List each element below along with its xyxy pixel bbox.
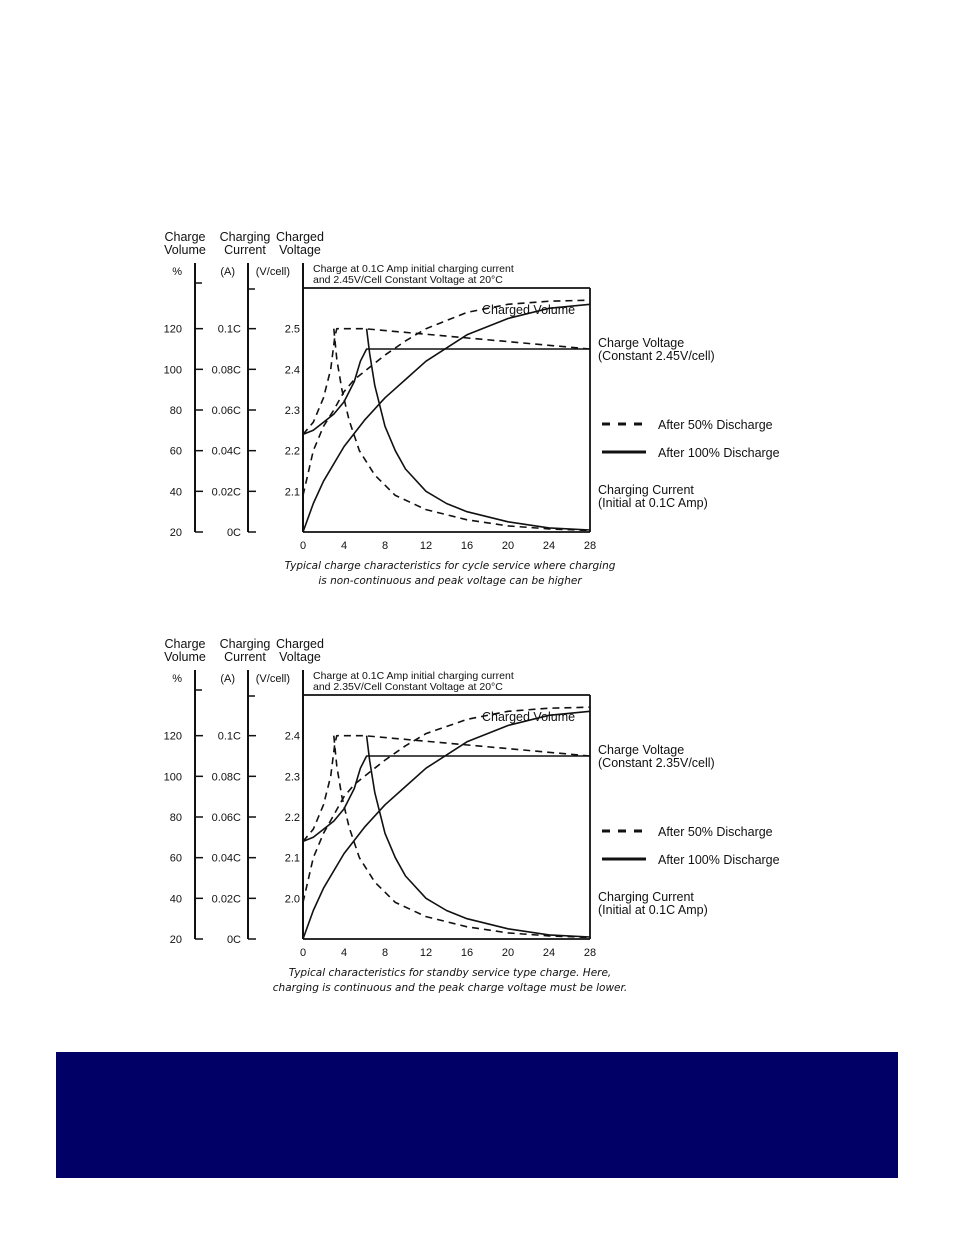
chart-note-line: Charge at 0.1C Amp initial charging current [313,263,514,275]
caption-line: Typical charge characteristics for cycle service where charging [284,560,616,572]
voltage-tick-label: 2.4 [284,364,300,377]
charged-volume-label: Charged Volume [482,710,576,724]
cycle-service-chart-svg [150,205,810,605]
x-tick-label: 8 [381,540,389,552]
x-tick-label: 28 [583,947,597,959]
voltage-tick-label: 2.2 [284,812,300,824]
axis-unit-voltage: (V/cell) [255,266,290,278]
volume-tick-label: 80 [169,812,182,824]
charge-voltage-series-50 [303,329,590,435]
axis-header-volume: Volume [164,243,206,257]
x-tick-label: 20 [501,947,515,959]
charging-current-series-100 [367,736,590,937]
footer-band [56,1052,898,1178]
axis-unit-volume: % [172,673,182,685]
current-tick-label: 0.04C [211,445,241,458]
volume-tick-label: 100 [163,364,182,377]
x-tick-label: 8 [381,947,389,959]
axis-header-volume: Charge [164,230,206,244]
volume-tick-label: 80 [169,405,182,417]
volume-tick-label: 40 [169,893,182,906]
caption-line: Typical characteristics for standby service type charge. Here, [288,967,612,979]
voltage-tick-label: 2.3 [284,405,300,417]
volume-tick-label: 20 [169,527,182,539]
voltage-tick-label: 2.4 [284,730,300,743]
voltage-tick-label: 2.2 [284,445,300,458]
volume-tick-label: 120 [163,323,182,336]
axis-header-volume: Charge [164,637,206,651]
x-tick-label: 24 [542,947,556,959]
axis-header-current: Current [224,650,266,664]
current-tick-label: 0.06C [211,405,241,417]
volume-tick-label: 100 [163,771,182,784]
voltage-tick-label: 2.0 [284,893,300,906]
volume-tick-label: 20 [169,934,182,946]
current-tick-label: 0.1C [217,730,241,743]
x-tick-label: 4 [340,947,348,959]
axis-header-current: Current [224,243,266,257]
charge-voltage-label: Charge Voltage [598,336,685,350]
caption-line: charging is continuous and the peak charge voltage must be lower. [272,982,628,994]
axis-header-current: Charging [219,637,271,651]
legend-label: After 100% Discharge [658,853,780,867]
x-tick-label: 24 [542,540,556,552]
axis-header-voltage: Charged [276,637,324,651]
charging-current-series-50 [334,736,590,938]
voltage-tick-label: 2.5 [284,323,300,336]
voltage-tick-label: 2.1 [284,852,300,865]
axis-header-voltage: Voltage [279,650,321,664]
standby-service-chart [150,612,810,1012]
current-tick-label: 0.04C [211,852,241,865]
volume-tick-label: 40 [169,486,182,499]
x-tick-label: 28 [583,540,597,552]
axis-header-volume: Volume [164,650,206,664]
charged-volume-label: Charged Volume [482,303,576,317]
x-tick-label: 0 [299,540,307,552]
current-tick-label: 0.1C [217,323,241,336]
legend-label: After 50% Discharge [658,418,773,432]
axis-unit-current: (A) [220,266,235,278]
charging-current-label: (Initial at 0.1C Amp) [598,903,708,917]
x-tick-label: 0 [299,947,307,959]
current-tick-label: 0.06C [211,812,241,824]
volume-tick-label: 120 [163,730,182,743]
axis-header-voltage: Voltage [279,243,321,257]
cycle-service-caption [250,559,650,589]
volume-tick-label: 60 [169,445,182,458]
chart-note-line: and 2.45V/Cell Constant Voltage at 20°C [313,274,503,286]
caption-line: is non-continuous and peak voltage can be higher [318,575,582,587]
current-tick-label: 0.08C [211,771,241,784]
charged-volume-series-100 [303,304,590,532]
charge-voltage-series-50 [303,736,590,842]
chart-note-line: Charge at 0.1C Amp initial charging current [313,670,514,682]
axis-header-voltage: Charged [276,230,324,244]
charge-voltage-series-100 [303,756,590,841]
charge-voltage-label: (Constant 2.35V/cell) [598,756,715,770]
legend-label: After 50% Discharge [658,825,773,839]
chart-note-line: and 2.35V/Cell Constant Voltage at 20°C [313,681,503,693]
charge-voltage-label: Charge Voltage [598,743,685,757]
standby-service-chart-svg [150,612,810,1012]
x-tick-label: 4 [340,540,348,552]
charging-current-label: (Initial at 0.1C Amp) [598,496,708,510]
cycle-service-chart [150,205,810,605]
voltage-tick-label: 2.3 [284,771,300,784]
current-tick-label: 0C [226,527,241,539]
charging-current-label: Charging Current [598,890,694,904]
current-tick-label: 0.02C [211,893,241,906]
charged-volume-series-100 [303,711,590,939]
current-tick-label: 0.08C [211,364,241,377]
axis-unit-volume: % [172,266,182,278]
legend-label: After 100% Discharge [658,446,780,460]
x-tick-label: 16 [460,540,474,552]
charging-current-label: Charging Current [598,483,694,497]
voltage-tick-label: 2.1 [284,486,300,499]
x-tick-label: 12 [419,540,433,552]
current-tick-label: 0.02C [211,486,241,499]
x-tick-label: 16 [460,947,474,959]
current-tick-label: 0C [226,934,241,946]
charging-current-series-100 [367,329,590,530]
charge-voltage-series-100 [303,349,590,434]
axis-unit-voltage: (V/cell) [255,673,290,685]
axis-header-current: Charging [219,230,271,244]
charge-voltage-label: (Constant 2.45V/cell) [598,349,715,363]
volume-tick-label: 60 [169,852,182,865]
axis-unit-current: (A) [220,673,235,685]
x-tick-label: 12 [419,947,433,959]
charging-current-series-50 [334,329,590,531]
standby-service-caption [250,966,650,996]
x-tick-label: 20 [501,540,515,552]
